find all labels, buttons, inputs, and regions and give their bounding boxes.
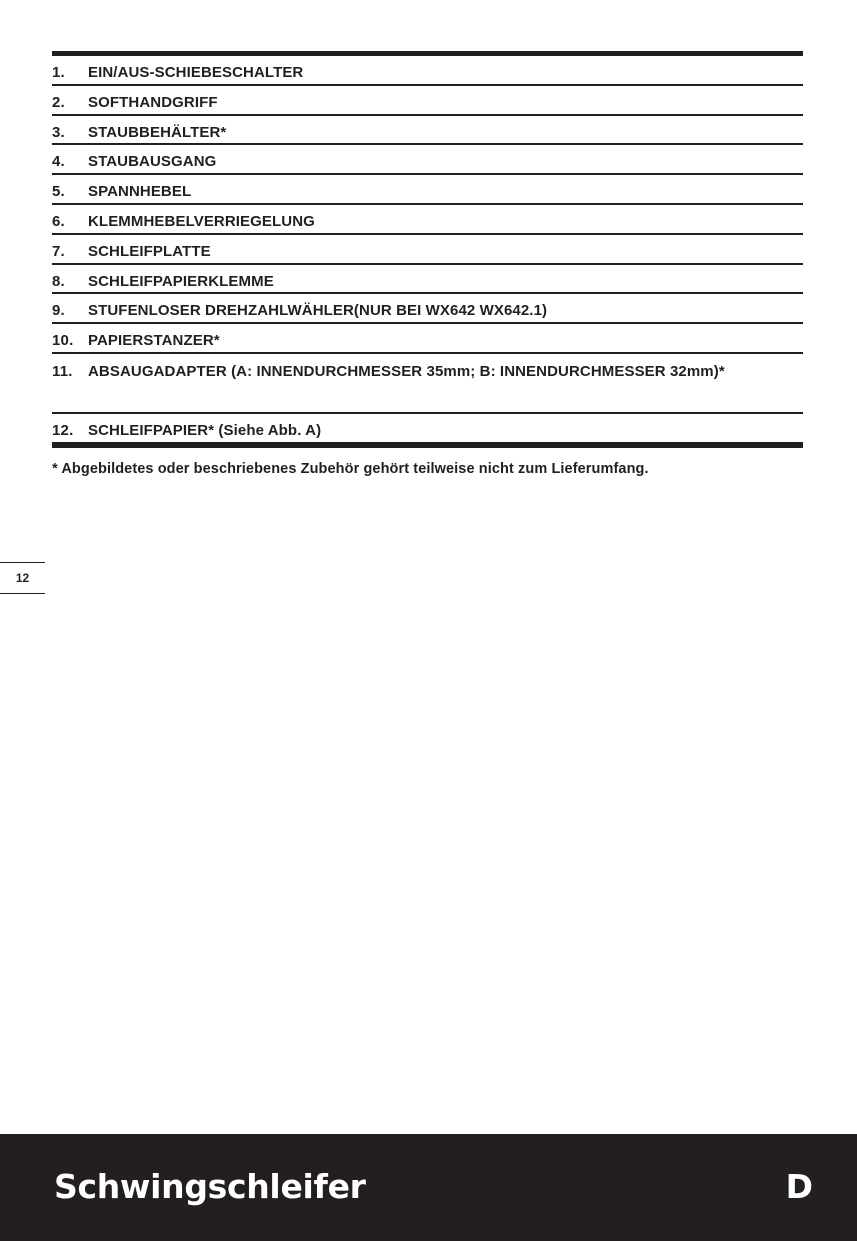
part-label: STAUBAUSGANG [88,153,217,171]
part-label: STAUBBEHÄLTER* [88,123,227,141]
list-item [52,414,803,448]
list-item [52,205,803,235]
part-label: KLEMMHEBELVERRIEGELUNG [88,212,315,230]
part-number: 4. [52,153,65,171]
part-number: 5. [52,183,65,201]
part-label: SCHLEIFPAPIERKLEMME [88,272,274,290]
list-item [52,175,803,205]
part-number: 7. [52,242,65,260]
part-number: 12. [52,421,74,439]
part-label: SCHLEIFPAPIER* (Siehe Abb. A) [88,421,322,439]
list-item [52,265,803,295]
part-label: STUFENLOSER DREHZAHLWÄHLER(NUR BEI WX642 WX642.1) [88,302,548,320]
part-label: PAPIERSTANZER* [88,332,220,350]
footnote: * Abgebildetes oder beschriebenes Zubehör gehört teilweise nicht zum Lieferumfang. [52,461,649,477]
parts-list [52,51,803,448]
footer-bar [0,1134,857,1241]
footer-title: Schwingschleifer [54,1167,366,1206]
part-label: SCHLEIFPLATTE [88,242,211,260]
part-number: 10. [52,332,74,350]
list-item [52,56,803,86]
part-number: 8. [52,272,65,290]
part-label: SPANNHEBEL [88,183,192,201]
list-item [52,324,803,354]
part-number: 11. [52,362,73,380]
language-code: D [785,1167,813,1206]
list-item [52,354,803,414]
list-item [52,145,803,175]
page-number: 12 [0,562,45,594]
part-number: 1. [52,64,65,81]
part-label: SOFTHANDGRIFF [88,93,218,111]
list-item [52,116,803,146]
part-number: 9. [52,302,65,320]
list-item [52,294,803,324]
part-label: ABSAUGADAPTER (A: INNENDURCHMESSER 35mm; B: INNENDURCHMESSER 32mm)* [88,362,725,380]
part-number: 6. [52,212,65,230]
list-item [52,235,803,265]
part-number: 3. [52,123,65,141]
part-number: 2. [52,93,65,111]
list-item [52,86,803,116]
part-label: EIN/AUS-SCHIEBESCHALTER [88,64,304,81]
